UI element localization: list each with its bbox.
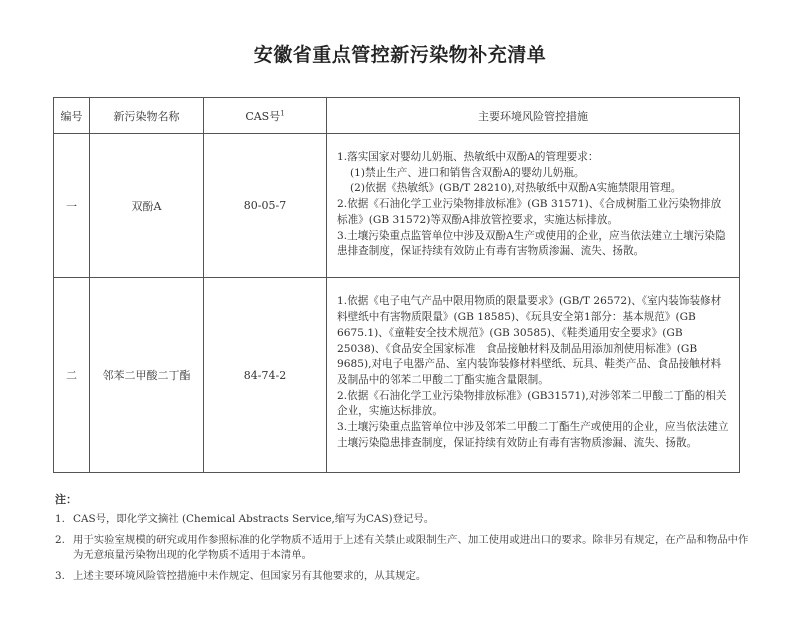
document-title: 安徽省重点管控新污染物补充清单 <box>253 44 547 66</box>
table-header-row <box>54 98 740 134</box>
row-number: 二 <box>54 278 90 473</box>
measure-item: 1.落实国家对婴幼儿奶瓶、热敏纸中双酚A的管理要求： <box>337 151 599 164</box>
table-row <box>54 278 740 473</box>
footnote-marker: 1 <box>280 108 285 117</box>
notes-heading: 注： <box>55 493 77 506</box>
pollutant-table <box>53 97 740 473</box>
pollutant-name: 邻苯二甲酸二丁酯 <box>90 278 204 473</box>
note-number: 2. <box>55 534 65 546</box>
measure-subitem: (1)禁止生产、进口和销售含双酚A的婴幼儿奶瓶。 <box>350 166 585 179</box>
note-number: 3. <box>55 570 65 582</box>
cas-number: 84-74-2 <box>204 278 327 473</box>
measure-item: 2.依据《石油化学工业污染物排放标准》(GB 31571)、《合成树脂工业污染物排放标准》(GB 31572)等双酚A排放管控要求，实施达标排放。 <box>337 198 722 226</box>
note-text: 上述主要环境风险管控措施中未作规定、但国家另有其他要求的，从其规定。 <box>73 570 427 582</box>
notes-section <box>55 492 755 590</box>
measures-cell <box>327 134 740 278</box>
header-cas <box>204 98 327 134</box>
note-item <box>55 533 755 563</box>
note-item <box>55 512 755 527</box>
pollutant-name: 双酚A <box>90 134 204 278</box>
measure-subitem: (2)依据《热敏纸》(GB/T 28210),对热敏纸中双酚A实施禁限用管理。 <box>350 182 682 195</box>
measure-item: 3.土壤污染重点监管单位中涉及邻苯二甲酸二丁酯生产或使用的企业，应当依法建立土壤污染隐患排查制度，保证持续有效防止有毒有害物质渗漏、流失、扬散。 <box>337 421 729 449</box>
note-text: CAS号，即化学文摘社 (Chemical Abstracts Service,缩写为CAS)登记号。 <box>73 513 435 525</box>
measure-item: 2.依据《石油化学工业污染物排放标准》(GB31571),对涉邻苯二甲酸二丁酯的相关企业，实施达标排放。 <box>337 389 727 418</box>
measures-list <box>327 145 739 266</box>
table-row <box>54 134 740 278</box>
note-text: 用于实验室规模的研究或用作参照标准的化学物质不适用于上述有关禁止或限制生产、加工使用或进出口的要求。除非另有规定，在产品和物品中作为无意痕量污染物出现的化学物质不适用于本清单。 <box>73 534 749 561</box>
header-cas-label: CAS号 <box>245 109 281 123</box>
row-number: 一 <box>54 134 90 278</box>
measures-cell <box>327 278 740 473</box>
note-item <box>55 569 755 584</box>
header-number: 编号 <box>54 98 90 134</box>
header-pollutant-name: 新污染物名称 <box>90 98 204 134</box>
measures-list <box>327 292 739 457</box>
cas-number: 80-05-7 <box>204 134 327 278</box>
measure-item: 3.土壤污染重点监管单位中涉及双酚A生产或使用的企业，应当依法建立土壤污染隐患排查制度，保证持续有效防止有毒有害物质渗漏、流失、扬散。 <box>337 229 726 258</box>
measure-item: 1.依据《电子电气产品中限用物质的限量要求》(GB/T 26572)、《室内装饰装修材料壁纸中有害物质限量》(GB 18585)、《玩具安全第1部分：基本规范》(GB 6675.1)、《童鞋安全技术规范》(GB 30585)、《鞋类通用安全要求》(GB 25038)、《食品安全国家标准 食品接触材料及制品用添加剂使用标准》(GB 9685),对电子电器产品、室内装饰装修材料壁纸、玩具、鞋类产品、食品接触材料及制品中的邻苯二甲酸二丁酯实施含量限制。 <box>337 295 722 386</box>
header-measures: 主要环境风险管控措施 <box>327 98 740 134</box>
note-number: 1. <box>55 513 65 525</box>
